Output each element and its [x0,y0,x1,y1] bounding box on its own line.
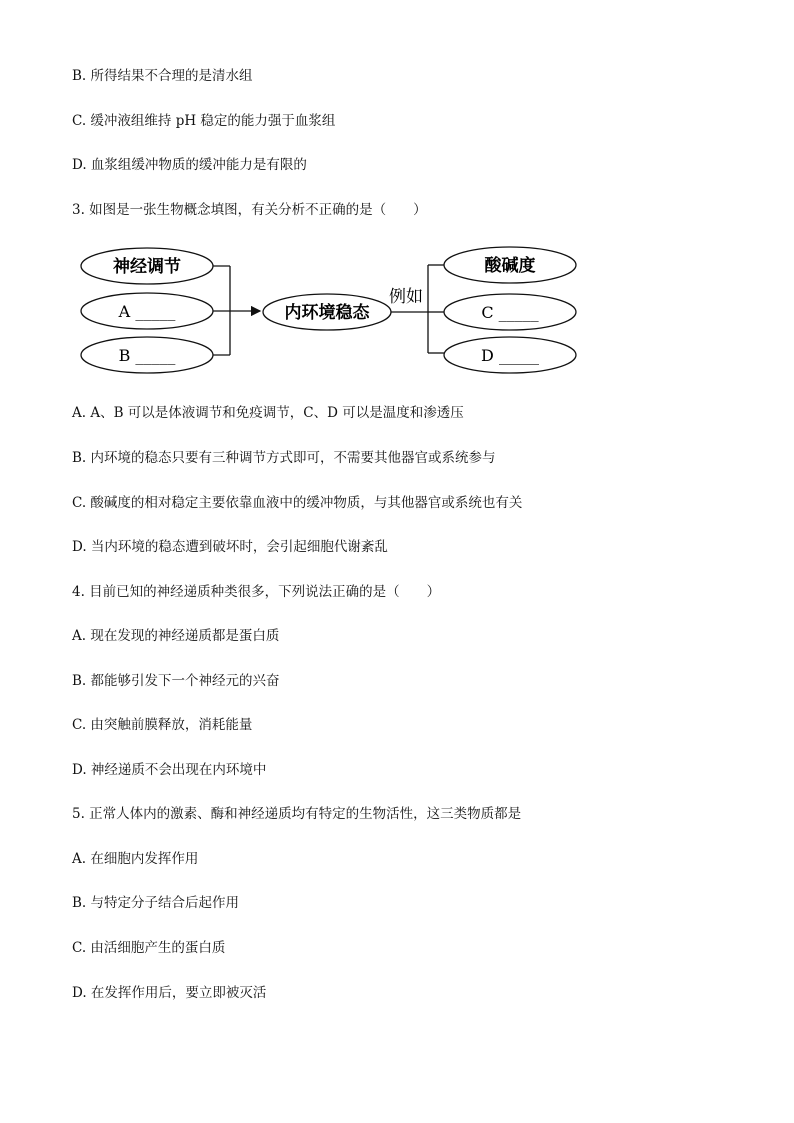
q5-option-c: C. 由活细胞产生的蛋白质 [72,940,226,956]
q3-stem: 3. 如图是一张生物概念填图，有关分析不正确的是（ ） [72,202,427,218]
right-node-1 [444,247,576,283]
right-node-3 [444,337,576,373]
left-node-2-label: A _____ [118,302,176,321]
q3-option-c: C. 酸碱度的相对稳定主要依靠血液中的缓冲物质，与其他器官或系统也有关 [72,495,523,511]
left-node-3 [81,337,213,373]
q4-option-a: A. 现在发现的神经递质都是蛋白质 [72,628,280,644]
q5-option-a: A. 在细胞内发挥作用 [72,851,199,867]
q4-option-c: C. 由突触前膜释放，消耗能量 [72,717,253,733]
center-node [263,294,391,330]
q5-option-d: D. 在发挥作用后，要立即被灭活 [72,985,267,1001]
center-node-label: 内环境稳态 [284,303,370,323]
right-bracket [391,265,444,353]
left-node-1-label: 神经调节 [113,257,181,277]
q4-stem: 4. 目前已知的神经递质种类很多，下列说法正确的是（ ） [72,584,441,600]
right-node-2 [444,294,576,330]
left-bracket [213,266,260,355]
left-node-3-label: B _____ [118,346,176,365]
q3-option-b: B. 内环境的稳态只要有三种调节方式即可，不需要其他器官或系统参与 [72,450,496,466]
q2-option-b: B. 所得结果不合理的是清水组 [72,68,253,84]
q3-option-d: D. 当内环境的稳态遭到破坏时，会引起细胞代谢紊乱 [72,539,388,555]
q4-option-b: B. 都能够引发下一个神经元的兴奋 [72,673,280,689]
q5-stem: 5. 正常人体内的激素、酶和神经递质均有特定的生物活性，这三类物质都是 [72,806,522,822]
q2-option-c: C. 缓冲液组维持 pH 稳定的能力强于血浆组 [72,113,336,129]
left-node-1 [81,248,213,284]
right-node-3-label: D _____ [481,346,539,365]
connector-label: 例如 [389,287,423,307]
right-node-1-label: 酸碱度 [484,256,536,276]
concept-map-diagram [72,240,592,378]
right-node-2-label: C _____ [481,303,539,322]
q2-option-d: D. 血浆组缓冲物质的缓冲能力是有限的 [72,157,307,173]
q5-option-b: B. 与特定分子结合后起作用 [72,895,240,911]
q3-option-a: A. A、B 可以是体液调节和免疫调节，C、D 可以是温度和渗透压 [72,405,464,421]
q4-option-d: D. 神经递质不会出现在内环境中 [72,762,267,778]
left-node-2 [81,293,213,329]
